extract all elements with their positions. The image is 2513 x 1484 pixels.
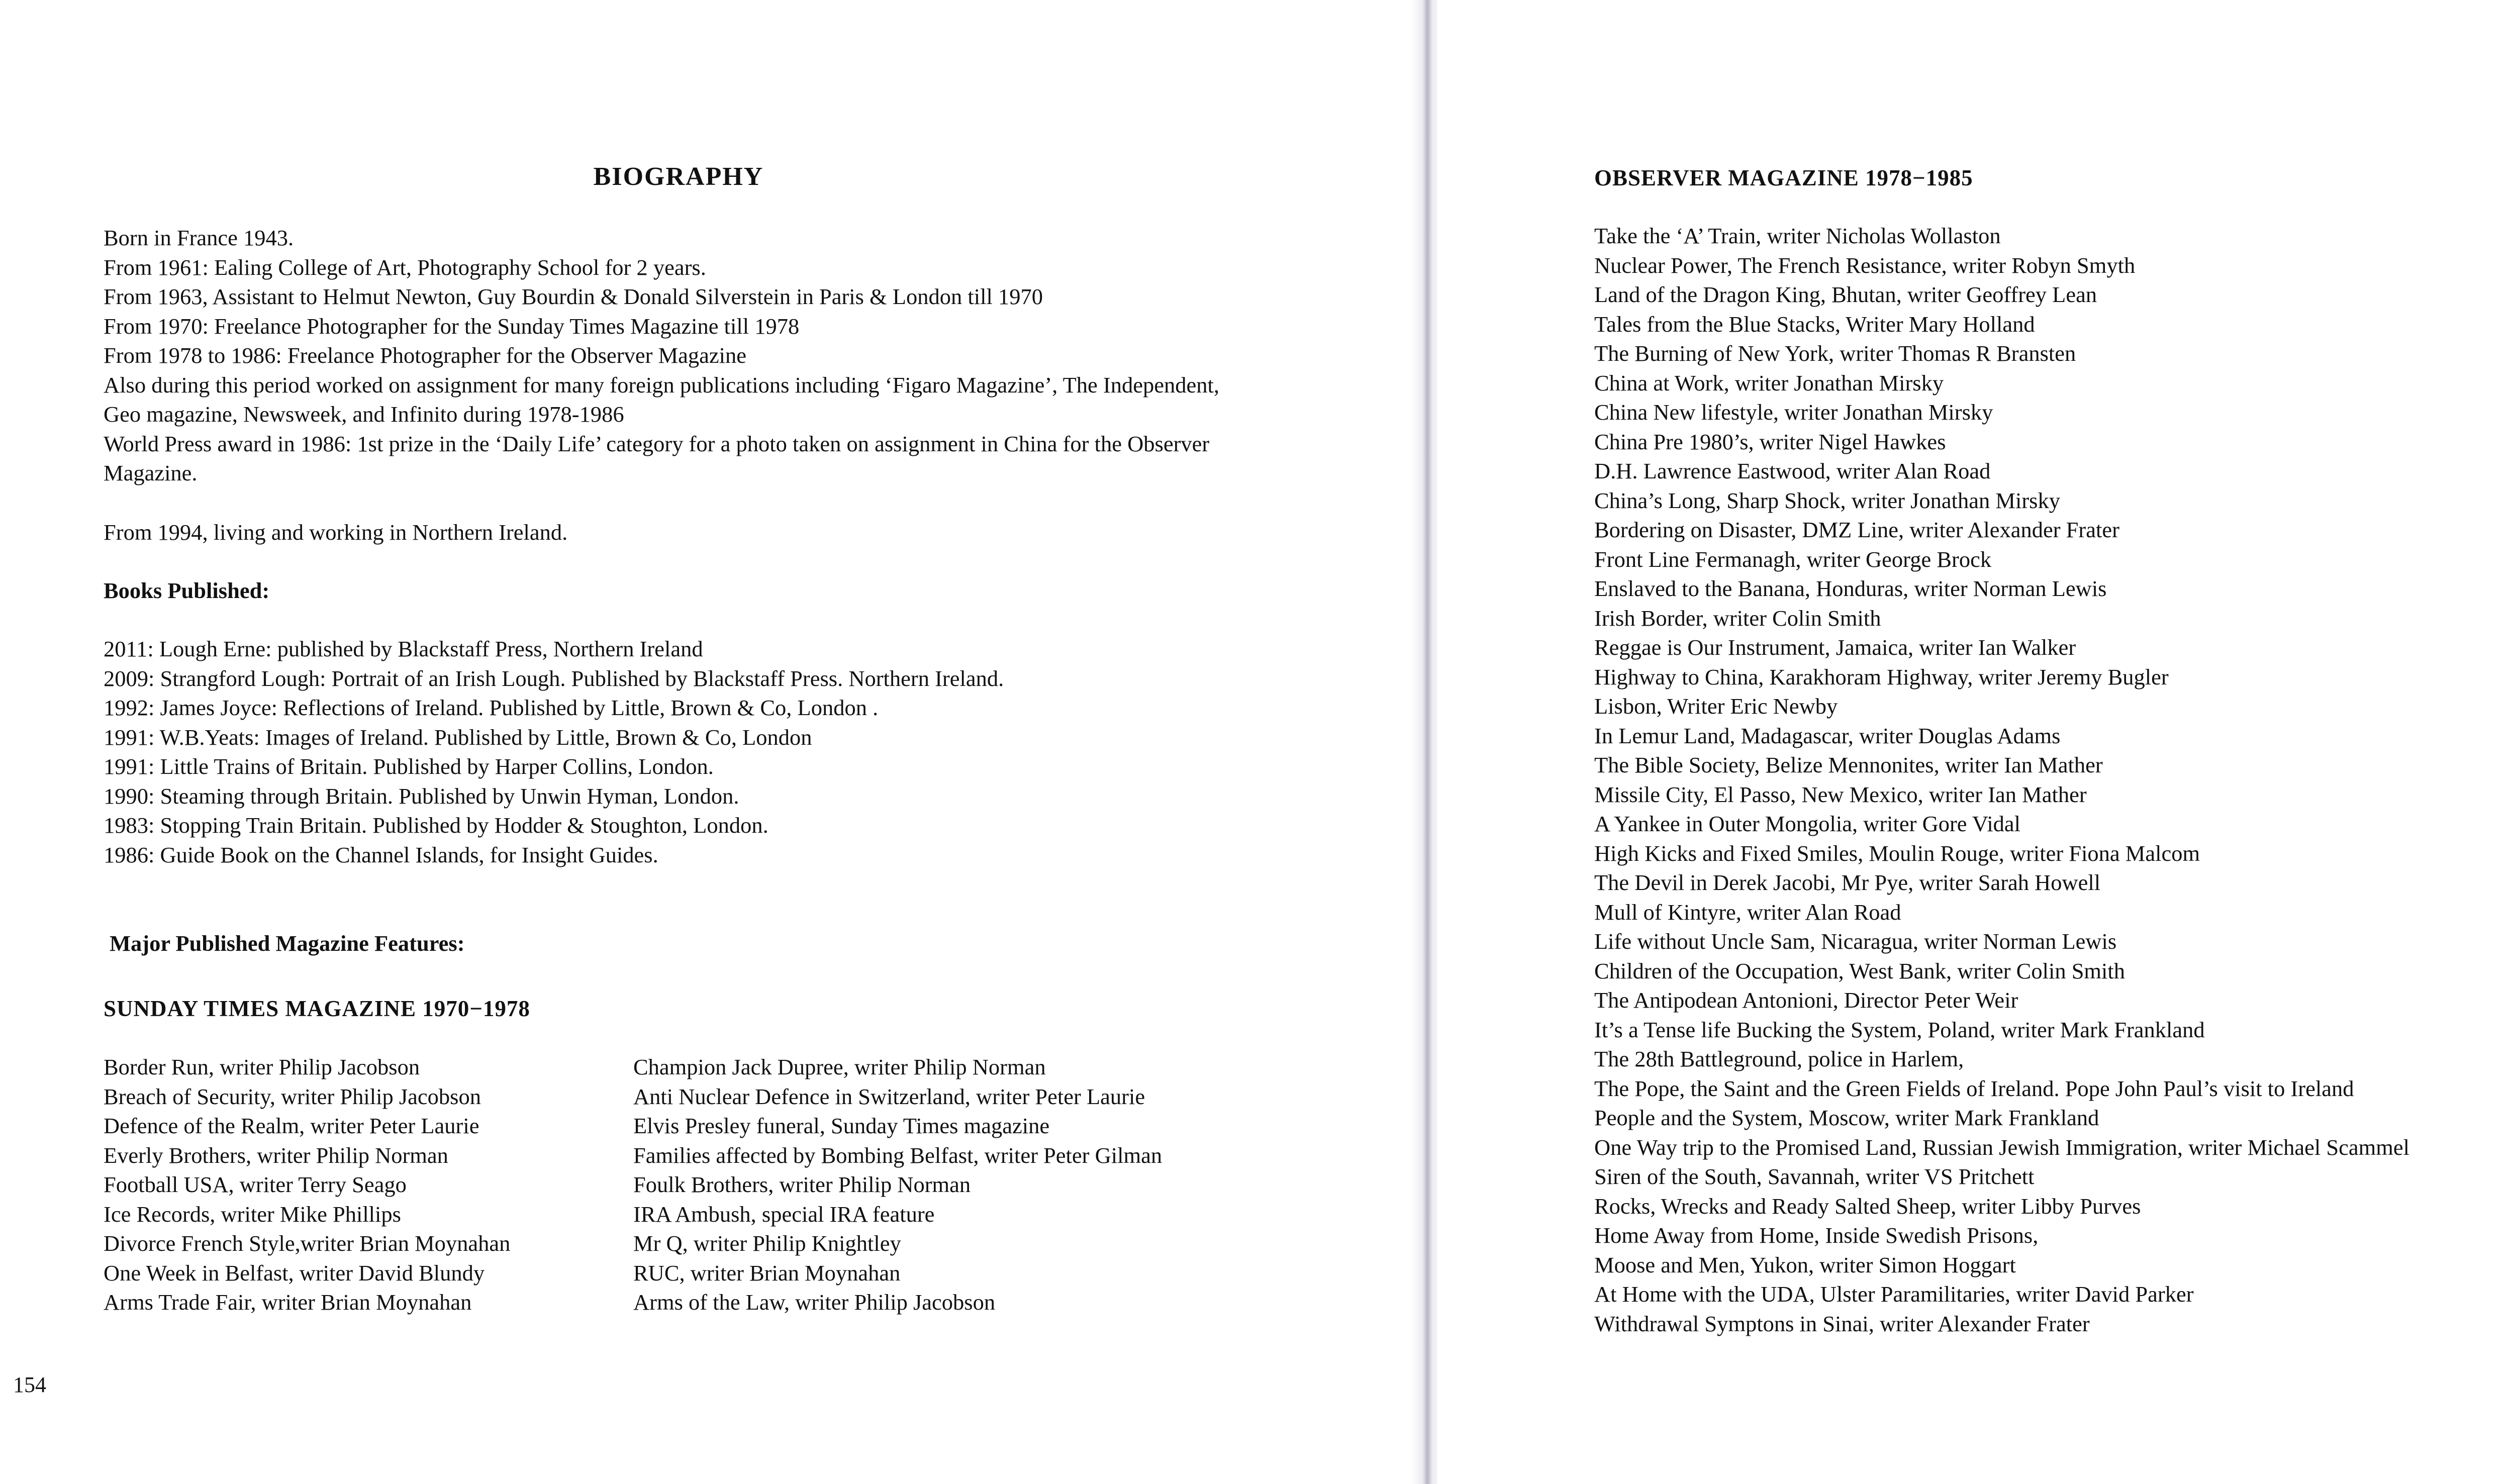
feature-item: China New lifestyle, writer Jonathan Mirsky bbox=[1594, 400, 1993, 425]
feature-item: The Antipodean Antonioni, Director Peter Weir bbox=[1594, 987, 2018, 1013]
books-list bbox=[104, 634, 1004, 869]
page-number-left: 154 bbox=[13, 1372, 46, 1397]
intro-line: From 1970: Freelance Photographer for the Sunday Times Magazine till 1978 bbox=[104, 313, 800, 339]
feature-item: Tales from the Blue Stacks, Writer Mary Holland bbox=[1594, 311, 2035, 337]
feature-item: Families affected by Bombing Belfast, writer Peter Gilman bbox=[633, 1142, 1163, 1168]
sunday-column-1 bbox=[104, 1052, 510, 1317]
feature-item: Moose and Men, Yukon, writer Simon Hoggart bbox=[1594, 1252, 2016, 1277]
books-heading: Books Published: bbox=[104, 578, 270, 603]
feature-item: Champion Jack Dupree, writer Philip Norman bbox=[633, 1054, 1046, 1079]
feature-item: It’s a Tense life Bucking the System, Poland, writer Mark Frankland bbox=[1594, 1017, 2205, 1042]
book-item: 2011: Lough Erne: published by Blackstaff Press, Northern Ireland bbox=[104, 636, 703, 661]
feature-item: Mr Q, writer Philip Knightley bbox=[633, 1231, 901, 1256]
book-item: 2009: Strangford Lough: Portrait of an Irish Lough. Published by Blackstaff Press. Northern Ireland. bbox=[104, 665, 1004, 691]
feature-item: Rocks, Wrecks and Ready Salted Sheep, writer Libby Purves bbox=[1594, 1193, 2141, 1219]
intro-line: From 1963, Assistant to Helmut Newton, Guy Bourdin & Donald Silverstein in Paris & London till 1970 bbox=[104, 284, 1043, 309]
biography-title: BIOGRAPHY bbox=[593, 162, 764, 191]
feature-item: Elvis Presley funeral, Sunday Times magazine bbox=[633, 1113, 1050, 1138]
intro-line: Also during this period worked on assignment for many foreign publications including ‘Figaro Magazine’, The Independent, bbox=[104, 372, 1219, 398]
biography-intro bbox=[104, 223, 1219, 488]
feature-item: Nuclear Power, The French Resistance, writer Robyn Smyth bbox=[1594, 252, 2136, 278]
observer-list bbox=[1594, 221, 2409, 1338]
feature-item: Breach of Security, writer Philip Jacobson bbox=[104, 1083, 481, 1109]
feature-item: One Week in Belfast, writer David Blundy bbox=[104, 1260, 485, 1285]
observer-heading: OBSERVER MAGAZINE 1978−1985 bbox=[1594, 165, 1973, 190]
feature-item: Lisbon, Writer Eric Newby bbox=[1594, 694, 1838, 719]
feature-item: Arms of the Law, writer Philip Jacobson bbox=[633, 1290, 996, 1315]
feature-item: Siren of the South, Savannah, writer VS Pritchett bbox=[1594, 1164, 2035, 1189]
feature-item: Everly Brothers, writer Philip Norman bbox=[104, 1142, 448, 1168]
feature-item: The 28th Battleground, police in Harlem, bbox=[1594, 1046, 1964, 1071]
feature-item: The Burning of New York, writer Thomas R Bransten bbox=[1594, 341, 2076, 366]
feature-item: The Pope, the Saint and the Green Fields of Ireland. Pope John Paul’s visit to Ireland bbox=[1594, 1075, 2354, 1101]
feature-item: Children of the Occupation, West Bank, writer Colin Smith bbox=[1594, 958, 2125, 983]
book-item: 1990: Steaming through Britain. Published by Unwin Hyman, London. bbox=[104, 783, 739, 809]
right-page bbox=[1437, 0, 2513, 1484]
feature-item: Home Away from Home, Inside Swedish Prisons, bbox=[1594, 1223, 2039, 1248]
feature-item: China’s Long, Sharp Shock, writer Jonathan Mirsky bbox=[1594, 487, 2060, 513]
feature-item: Withdrawal Symptons in Sinai, writer Alexander Frater bbox=[1594, 1311, 2090, 1336]
feature-item: Foulk Brothers, writer Philip Norman bbox=[633, 1172, 971, 1197]
feature-item: High Kicks and Fixed Smiles, Moulin Rouge, writer Fiona Malcom bbox=[1594, 840, 2200, 866]
sunday-times-heading: SUNDAY TIMES MAGAZINE 1970−1978 bbox=[104, 996, 530, 1021]
feature-item: RUC, writer Brian Moynahan bbox=[633, 1260, 901, 1285]
feature-item: Bordering on Disaster, DMZ Line, writer Alexander Frater bbox=[1594, 517, 2119, 542]
feature-item: Land of the Dragon King, Bhutan, writer Geoffrey Lean bbox=[1594, 282, 2097, 307]
feature-item: Mull of Kintyre, writer Alan Road bbox=[1594, 899, 1901, 925]
feature-item: The Bible Society, Belize Mennonites, writer Ian Mather bbox=[1594, 752, 2103, 777]
feature-item: Anti Nuclear Defence in Switzerland, writer Peter Laurie bbox=[633, 1083, 1145, 1109]
feature-item: Take the ‘A’ Train, writer Nicholas Wollaston bbox=[1594, 223, 2001, 248]
book-item: 1991: W.B.Yeats: Images of Ireland. Published by Little, Brown & Co, London bbox=[104, 724, 812, 750]
intro-line: Magazine. bbox=[104, 460, 198, 485]
intro-line: Geo magazine, Newsweek, and Infinito during 1978-1986 bbox=[104, 402, 624, 427]
ireland-line: From 1994, living and working in Northern Ireland. bbox=[104, 520, 568, 545]
feature-item: Front Line Fermanagh, writer George Brock bbox=[1594, 546, 1992, 572]
intro-line: Born in France 1943. bbox=[104, 225, 294, 250]
features-heading: Major Published Magazine Features: bbox=[110, 931, 465, 956]
feature-item: D.H. Lawrence Eastwood, writer Alan Road bbox=[1594, 458, 1991, 483]
book-item: 1992: James Joyce: Reflections of Ireland. Published by Little, Brown & Co, London . bbox=[104, 695, 879, 720]
feature-item: A Yankee in Outer Mongolia, writer Gore Vidal bbox=[1594, 811, 2021, 836]
book-item: 1991: Little Trains of Britain. Published by Harper Collins, London. bbox=[104, 754, 714, 779]
feature-item: At Home with the UDA, Ulster Paramilitaries, writer David Parker bbox=[1594, 1281, 2194, 1307]
feature-item: The Devil in Derek Jacobi, Mr Pye, writer Sarah Howell bbox=[1594, 870, 2101, 895]
feature-item: China Pre 1980’s, writer Nigel Hawkes bbox=[1594, 429, 1946, 454]
feature-item: Border Run, writer Philip Jacobson bbox=[104, 1054, 420, 1079]
feature-item: One Way trip to the Promised Land, Russian Jewish Immigration, writer Michael Scammel bbox=[1594, 1134, 2410, 1160]
feature-item: Irish Border, writer Colin Smith bbox=[1594, 605, 1881, 631]
feature-item: Enslaved to the Banana, Honduras, writer Norman Lewis bbox=[1594, 576, 2107, 601]
feature-item: Missile City, El Passo, New Mexico, writer Ian Mather bbox=[1594, 781, 2087, 807]
feature-item: Life without Uncle Sam, Nicaragua, writer Norman Lewis bbox=[1594, 929, 2117, 954]
feature-item: IRA Ambush, special IRA feature bbox=[633, 1201, 935, 1227]
feature-item: China at Work, writer Jonathan Mirsky bbox=[1594, 370, 1944, 395]
book-item: 1986: Guide Book on the Channel Islands, for Insight Guides. bbox=[104, 842, 658, 867]
intro-line: From 1978 to 1986: Freelance Photographer for the Observer Magazine bbox=[104, 343, 747, 368]
feature-item: In Lemur Land, Madagascar, writer Douglas Adams bbox=[1594, 723, 2061, 748]
sunday-column-2 bbox=[633, 1052, 1162, 1317]
intro-line: From 1961: Ealing College of Art, Photography School for 2 years. bbox=[104, 254, 706, 280]
feature-item: Ice Records, writer Mike Phillips bbox=[104, 1201, 401, 1227]
feature-item: Football USA, writer Terry Seago bbox=[104, 1172, 407, 1197]
intro-line: World Press award in 1986: 1st prize in the ‘Daily Life’ category for a photo taken on assignment in China for the Observer bbox=[104, 431, 1210, 456]
feature-item: Arms Trade Fair, writer Brian Moynahan bbox=[104, 1290, 472, 1315]
feature-item: Highway to China, Karakhoram Highway, writer Jeremy Bugler bbox=[1594, 664, 2169, 689]
feature-item: Defence of the Realm, writer Peter Laurie bbox=[104, 1113, 479, 1138]
feature-item: Reggae is Our Instrument, Jamaica, writer Ian Walker bbox=[1594, 635, 2076, 660]
feature-item: People and the System, Moscow, writer Mark Frankland bbox=[1594, 1105, 2099, 1130]
feature-item: Divorce French Style,writer Brian Moynahan bbox=[104, 1231, 511, 1256]
book-item: 1983: Stopping Train Britain. Published by Hodder & Stoughton, London. bbox=[104, 813, 768, 838]
